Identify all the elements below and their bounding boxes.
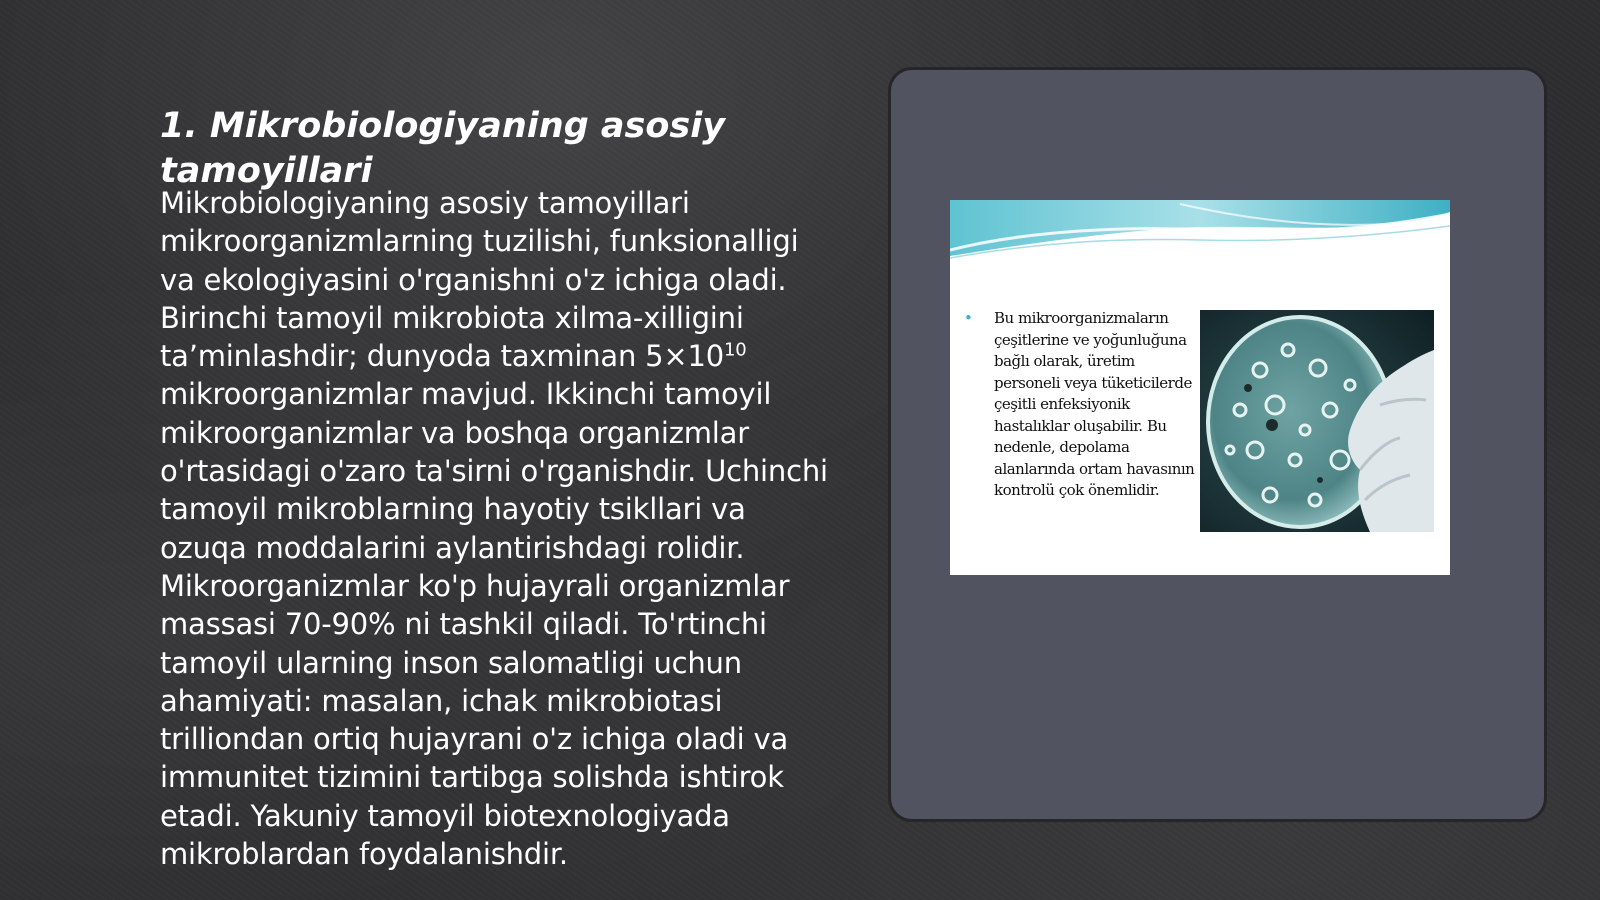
embedded-bullet-item <box>964 308 1196 502</box>
body-text-part-2: mikroorganizmlar mavjud. Ikkinchi tamoyil mikroorganizmlar va boshqa organizmlar o'rtasidagi o'zaro ta'sirni o'rganishdir. Uchinchi tamoyil mikroblarning hayotiy tsikllari va ozuqa moddalarini aylantirishdagi rolidir. Mikroorganizmlar ko'p hujayrali organizmlar massasi 70-90% ni tashkil qiladi. To'rtinchi tamoyil ularning inson salomatligi uchun ahamiyati: masalan, ichak mikrobiotasi trilliondan ortiq hujayrani o'z ichiga oladi va immunitet tizimini tartibga solishda ishtirok etadi. Yakuniy tamoyil biotexnologiyada mikroblardan foydalanishdir. <box>160 377 828 872</box>
embedded-slide-image[interactable] <box>950 200 1450 575</box>
embedded-bullet-text: Bu mikroorganizmaların çeşitlerine ve yoğunluğuna bağlı olarak, üretim personeli veya tüketicilerde çeşitli enfeksiyonik hastalıklar oluşabilir. Bu nedenle, depolama alanlarında ortam havasının kontrolü çok önemlidir. <box>994 309 1195 499</box>
petri-dish-photo <box>1200 310 1434 532</box>
slide-body-text <box>160 184 840 873</box>
bullet-dot-icon: • <box>964 309 973 327</box>
exponent: 10 <box>724 339 747 361</box>
slide-title: 1. Mikrobiologiyaning asosiy tamoyillari <box>160 106 726 191</box>
wave-header-decoration <box>950 200 1450 264</box>
petri-dish-icon <box>1200 310 1434 532</box>
body-text-part-1: Mikrobiologiyaning asosiy tamoyillari mikroorganizmlarning tuzilishi, funksionalligi va ekologiyasini o'rganishni o'z ichiga oladi. Birinchi tamoyil mikrobiota xilma-xilligini ta’minlashdir; dunyoda taxminan 5×10 <box>160 186 799 374</box>
